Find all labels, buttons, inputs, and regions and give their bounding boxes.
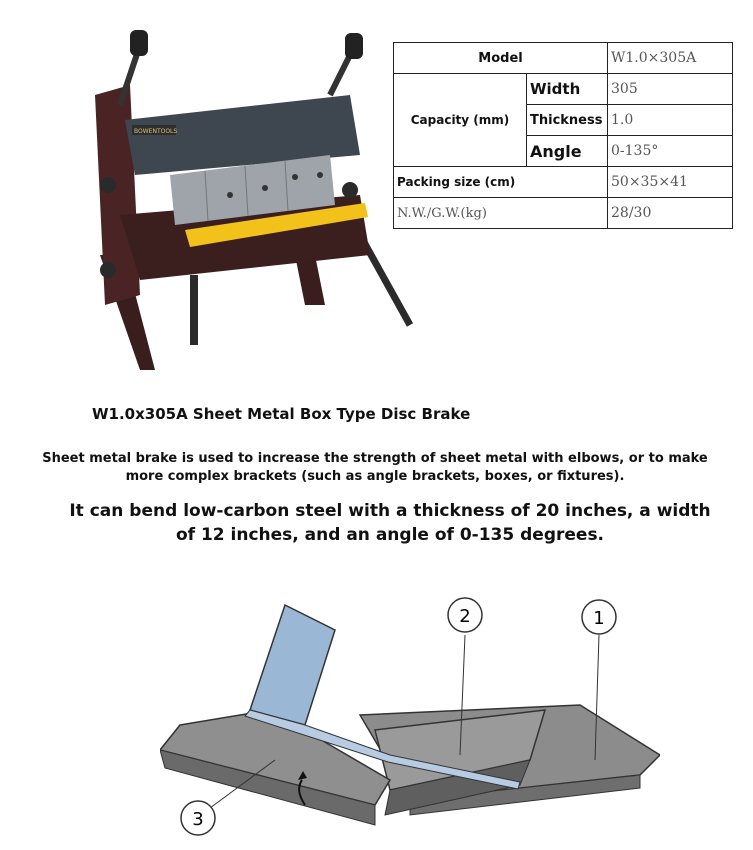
callout-1: 1: [593, 608, 605, 629]
bending-diagram: [160, 590, 660, 840]
thickness-value: 1.0: [608, 105, 733, 136]
table-row: [394, 198, 733, 229]
callout-2: 2: [459, 606, 471, 627]
spec-table: [393, 42, 733, 229]
width-label: Width: [527, 74, 608, 105]
sheet-metal-brake-photo: [80, 25, 420, 380]
model-label: Model: [394, 43, 608, 74]
weight-value: 28/30: [608, 198, 733, 229]
width-value: 305: [608, 74, 733, 105]
angle-value: 0-135°: [608, 136, 733, 167]
model-value: W1.0×305A: [608, 43, 733, 74]
capacity-label: Capacity (mm): [394, 74, 527, 167]
thickness-label: Thickness: [527, 105, 608, 136]
weight-label: N.W./G.W.(kg): [394, 198, 608, 229]
table-row: [394, 74, 733, 105]
table-row: [394, 43, 733, 74]
description: Sheet metal brake is used to increase the strength of sheet metal with elbows, or to make more complex brackets (such as angle brackets, boxes, or fixtures).: [42, 451, 708, 484]
callout-3: 3: [192, 809, 204, 830]
packing-value: 50×35×41: [608, 167, 733, 198]
table-row: [394, 167, 733, 198]
angle-label: Angle: [527, 136, 608, 167]
packing-label: Packing size (cm): [394, 167, 608, 198]
capability-text: It can bend low-carbon steel with a thickness of 20 inches, a width of 12 inches, and an angle of 0-135 degrees.: [69, 501, 711, 545]
brand-plate-text: BOWENTOOLS: [134, 128, 178, 135]
product-title: W1.0x305A Sheet Metal Box Type Disc Brake: [92, 405, 471, 423]
